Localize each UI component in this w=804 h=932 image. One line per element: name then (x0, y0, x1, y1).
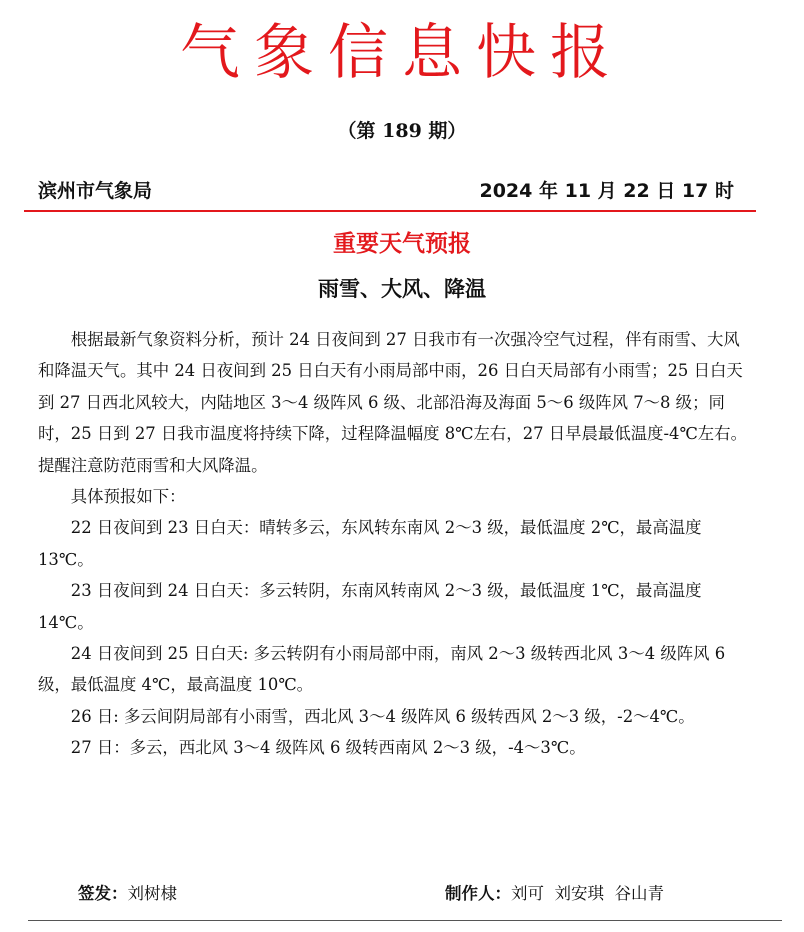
forecast-item: 27 日：多云，西北风 3～4 级阵风 6 级转西南风 2～3 级，-4～3℃。 (70, 738, 586, 758)
report-body (38, 324, 750, 764)
agency-name: 滨州市气象局 (38, 180, 153, 202)
issue-datetime: 2024 年 11 月 22 日 17 时 (479, 180, 734, 202)
report-title: 重要天气预报 (333, 231, 471, 257)
maker-block (445, 880, 664, 908)
signer-block (78, 880, 177, 908)
signer-label: 签发： (78, 884, 128, 903)
summary-paragraph: 根据最新气象资料分析，预计 24 日夜间到 27 日我市有一次强冷空气过程，伴有雨雪、大风和降温天气。其中 24 日夜间到 25 日白天有小雨局部中雨，26 日白天局部有小雨雪；25 日白天到 27 日西北风较大，内陆地区 3～4 级阵风 6 级、北部沿海及海面 5～6 级阵风 7～8 级；同时，25 日到 27 日我市温度将持续下降，过程降温幅度 8℃左右，27 日早晨最低温度-4℃左右。提醒注意防范雨雪和大风降温。 (38, 330, 747, 475)
maker-label: 制作人： (445, 884, 511, 903)
forecast-item: 26 日: 多云间阴局部有小雨雪，西北风 3～4 级阵风 6 级转西风 2～3 级，-2～4℃。 (70, 706, 695, 726)
footer-divider (28, 920, 782, 921)
forecast-item: 23 日夜间到 24 日白天：多云转阴，东南风转南风 2～3 级，最低温度 1℃，最高温度 14℃。 (38, 581, 702, 632)
report-subtitle: 雨雪、大风、降温 (318, 277, 486, 301)
masthead-title: 气象信息快报 (180, 18, 624, 88)
forecast-item: 24 日夜间到 25 日白天: 多云转阴有小雨局部中雨，南风 2～3 级转西北风 3～4 级阵风 6 级，最低温度 4℃，最高温度 10℃。 (38, 644, 726, 695)
header-divider (24, 210, 756, 212)
forecast-intro: 具体预报如下： (70, 487, 186, 507)
forecast-item: 22 日夜间到 23 日白天：晴转多云，东风转东南风 2～3 级，最低温度 2℃，最高温度 13℃。 (38, 518, 702, 569)
signer-name: 刘树棣 (127, 884, 177, 903)
issue-number: （第 189 期） (337, 120, 467, 142)
maker-names: 刘可 刘安琪 谷山青 (511, 884, 664, 903)
